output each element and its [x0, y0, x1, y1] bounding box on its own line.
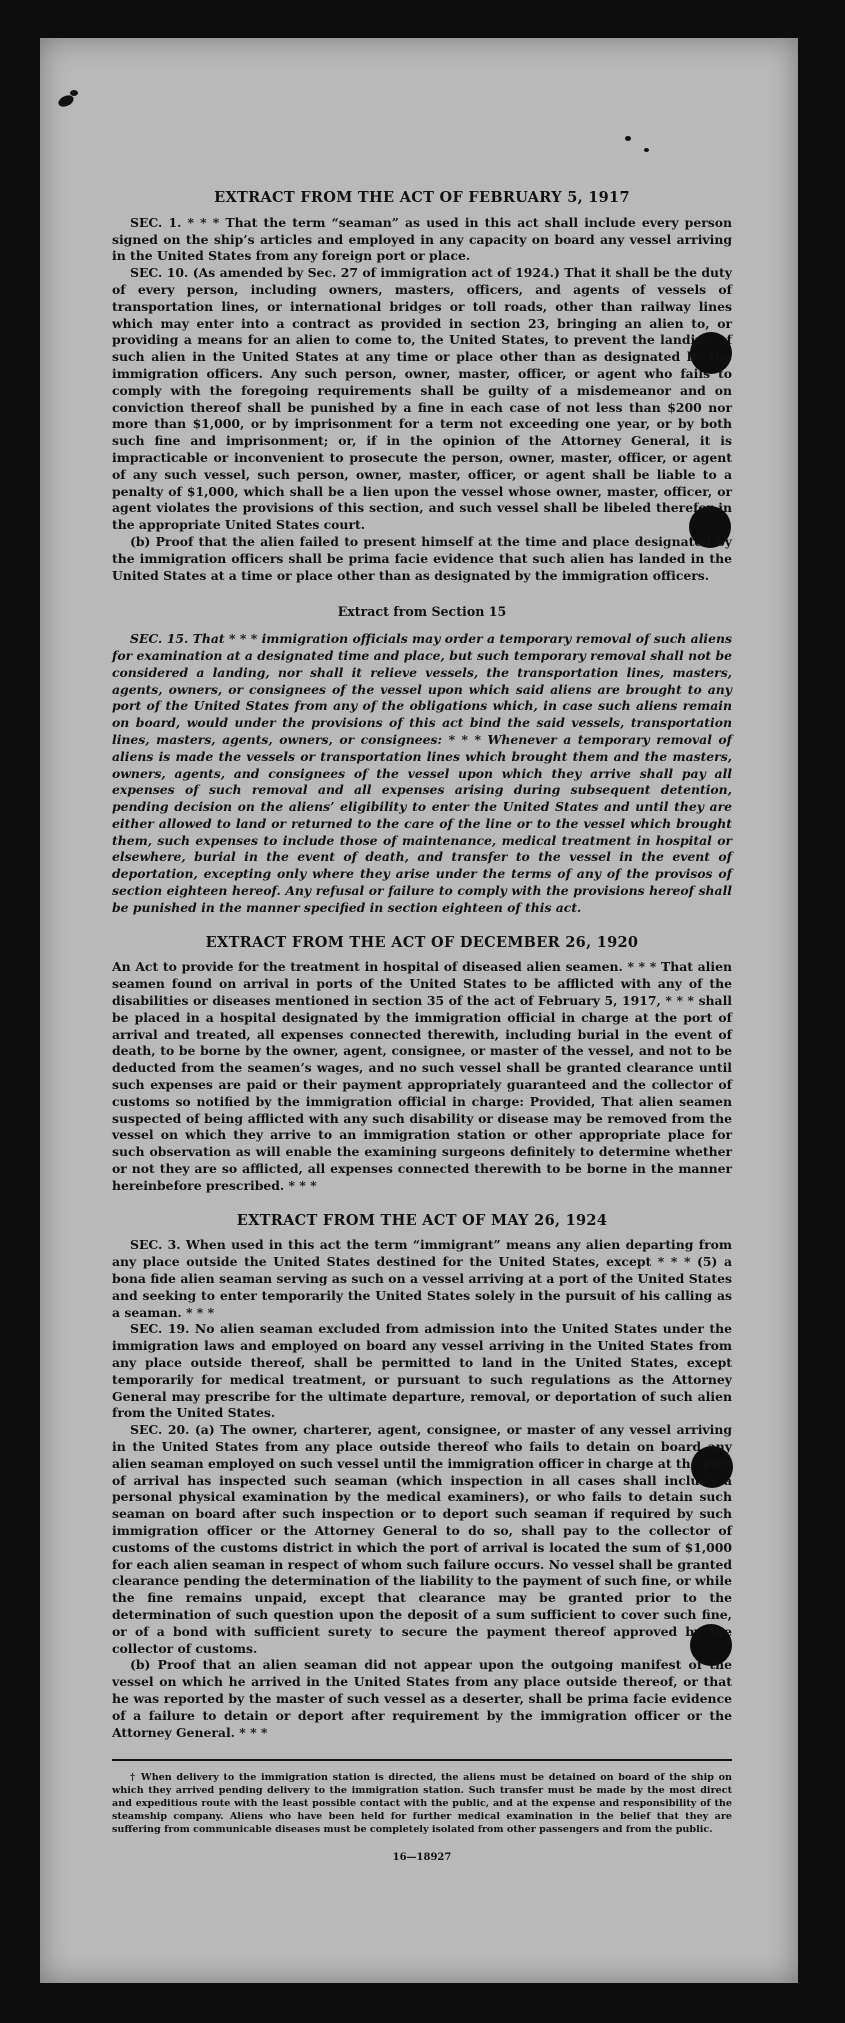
page-number: 16—18927 [392, 1852, 452, 1864]
paragraph-sec-20a: SEC. 20. (a) The owner, charterer, agent, consignee, or master of any vessel arriving in the United States from any place outside thereof who fails to detain on board any alien seaman employed on such vessel until the immigration officer in charge at the port of arrival has inspected such seaman (which inspection in all cases shall include a personal physical examination by the medical examiners), or who fails to detain such seaman on board after such inspection or to deport such seaman if required by such immigration officer or the Attorney General to do so, shall pay to the collector of customs of the customs district in which the port of arrival is located the sum of $1,000 for each alien seaman in respect of whom such failure occurs. No vessel shall be granted clearance pending the determination of the liability to the payment of such fine, or while the fine remains unpaid, except that clearance may be granted prior to the determination of such question upon the deposit of a sum sufficient to cover such fine, or of a bond with sufficient surety to secure the payment thereof approved by the collector of customs. [112, 1422, 732, 1656]
ink-speck [644, 148, 649, 152]
heading-act-1924: EXTRACT FROM THE ACT OF MAY 26, 1924 [236, 1211, 608, 1229]
paragraph-sec-15: SEC. 15. That * * * immigration officials may order a temporary removal of such aliens for examination at a designated time and place, but such temporary removal shall not be considered a landing, nor shall it relieve vessels, the transportation lines, masters, agents, owners, or consignees of the vessel upon which said aliens are brought to any port of the United States from any of the obligations which, in case such aliens remain on board, would under the provisions of this act bind the said vessels, transportation lines, masters, agents, owners, or consignees: * * * Whenever a temporary removal of aliens is made the vessels or transportation lines which brought them and the masters, owners, agents, and consignees of the vessel upon which they arrive shall pay all expenses of such removal and all expenses arising during subsequent detention, pending decision on the aliens’ eligibility to enter the United States and until they are either allowed to land or returned to the care of the line or to the vessel which brought them, such expenses to include those of maintenance, medical treatment in hospital or elsewhere, burial in the event of death, and transfer to the vessel in the event of deportation, excepting only where they arise under the terms of any of the provisos of section eighteen hereof. Any refusal or failure to comply with the provisions hereof shall be punished in the manner specified in section eighteen of this act. [112, 631, 732, 915]
paragraph-sec-1: SEC. 1. * * * That the term “seaman” as used in this act shall include every person signed on the ship’s articles and employed in any capacity on board any vessel arriving in the United States from any foreign port or place. [112, 214, 732, 264]
paragraph-sec-3: SEC. 3. When used in this act the term “immigrant” means any alien departing from any place outside the United States destined for the United States, except * * * (5) a bona fide alien seaman serving as such on a vessel arriving at a port of the United States and seeking to enter temporarily the United States solely in the pursuit of his calling as a seaman. * * * [112, 1237, 732, 1320]
ink-speck [70, 90, 78, 96]
ink-speck [625, 136, 631, 141]
heading-section-15: Extract from Section 15 [337, 604, 507, 620]
heading-act-1917: EXTRACT FROM THE ACT OF FEBRUARY 5, 1917 [214, 189, 630, 206]
paragraph-sec-20b: (b) Proof that an alien seaman did not appear upon the outgoing manifest of the vessel on which he arrived in the United States from any place outside thereof, or that he was reported by the master of such vessel as a deserter, shall be prima facie evidence of a failure to detain or deport after requirement by the immigration officer or the Attorney General. * * * [112, 1657, 732, 1740]
document-body [112, 190, 732, 1867]
paragraph-sec-10b: (b) Proof that the alien failed to present himself at the time and place designated by the immigration officers shall be prima facie evidence that such alien has landed in the United States at a time or place other than as designated by the immigration officers. [112, 533, 732, 583]
heading-act-1920: EXTRACT FROM THE ACT OF DECEMBER 26, 1920 [205, 933, 639, 951]
document-page [40, 38, 798, 1983]
footnote: † When delivery to the immigration station is directed, the aliens must be detained on board of the ship on which they arrived pending delivery to the immigration station. Such transfer must be made by the most direct and expeditious route with the least possible contact with the public, and at the expense and responsibility of the steamship company. Aliens who have been held for further medical examination in the belief that they are suffering from communicable diseases must be completely isolated from other passengers and from the public. [112, 1772, 732, 1836]
paragraph-sec-10: SEC. 10. (As amended by Sec. 27 of immigration act of 1924.) That it shall be the duty of every person, including owners, masters, officers, and agents of vessels of transportation lines, or international bridges or toll roads, other than railway lines which may enter into a contract as provided in section 23, bringing an alien to, or providing a means for an alien to come to, the United States, to prevent the landing of such alien in the United States at any time or place other than as designated by the immigration officers. Any such person, owner, master, officer, or agent who fails to comply with the foregoing requirements shall be guilty of a misdemeanor and on conviction thereof shall be punished by a fine in each case of not less than $200 nor more than $1,000, or by imprisonment for a term not exceeding one year, or by both such fine and imprisonment; or, if in the opinion of the Attorney General, it is impracticable or inconvenient to prosecute the person, owner, master, officer, or agent of any such vessel, such person, owner, master, officer, or agent shall be liable to a penalty of $1,000, which shall be a lien upon the vessel whose owner, master, officer, or agent violates the provisions of this section, and such vessel shall be libeled therefor in the appropriate United States court. [112, 265, 732, 533]
footnote-divider [112, 1759, 732, 1761]
paragraph-sec-19: SEC. 19. No alien seaman excluded from admission into the United States under the immigration laws and employed on board any vessel arriving in the United States from any place outside thereof, shall be permitted to land in the United States, except temporarily for medical treatment, or pursuant to such regulations as the Attorney General may prescribe for the ultimate departure, removal, or deportation of such alien from the United States. [112, 1321, 732, 1421]
section-15-block [112, 631, 732, 917]
paragraph-act-1920: An Act to provide for the treatment in hospital of diseased alien seamen. * * * That alien seamen found on arrival in ports of the United States to be afflicted with any of the disabilities or diseases mentioned in section 35 of the act of February 5, 1917, * * * shall be placed in a hospital designated by the immigration official in charge at the port of arrival and treated, all expenses connected therewith, including burial in the event of death, to be borne by the owner, agent, consignee, or master of the vessel, and not to be deducted from the seamen’s wages, and no such vessel shall be granted clearance until such expenses are paid or their payment appropriately guaranteed and the collector of customs so notified by the immigration official in charge: Provided, That alien seamen suspected of being afflicted with any such disability or disease may be removed from the vessel on which they arrive to an immigration station or other appropriate place for such observation as will enable the examining surgeons definitely to determine whether or not they are so afflicted, all expenses connected therewith to be borne in the manner hereinbefore prescribed. * * * [112, 959, 732, 1193]
